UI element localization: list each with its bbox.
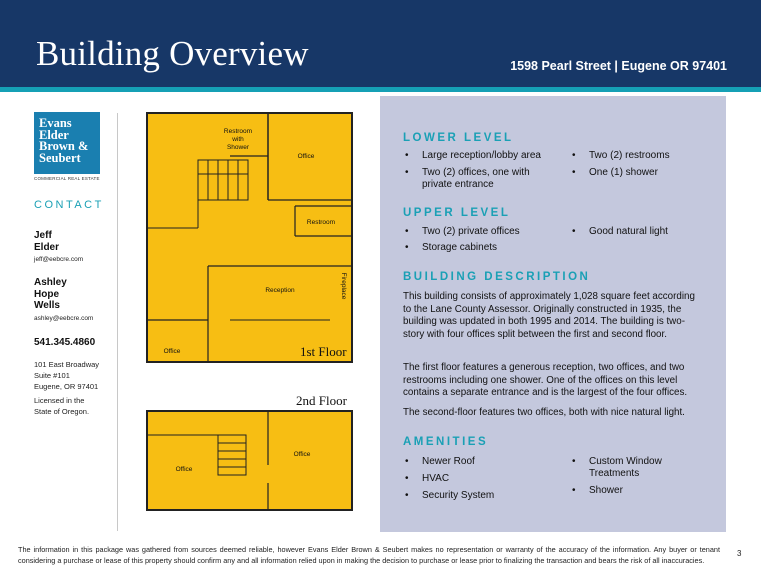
feature-bullet: • Large reception/lobby area: [405, 150, 565, 162]
logo-line: Brown &: [39, 139, 89, 153]
contact-heading: CONTACT: [34, 199, 104, 211]
room-label-office: Office: [297, 153, 315, 160]
agent-email-link[interactable]: ashley@eebcre.com: [34, 315, 94, 322]
room-label-office: Office: [175, 466, 193, 473]
agent-name: [34, 230, 114, 253]
amenity-bullet: • Custom Window Treatments: [572, 456, 692, 480]
section-heading-building-description: BUILDING DESCRIPTION: [403, 271, 591, 283]
logo-line: Evans: [39, 116, 72, 130]
room-label-fireplace: Fireplace: [340, 272, 347, 300]
floor-outline: [147, 113, 352, 362]
description-paragraph: This building consists of approximately 1,028 square feet according to the Lane County Assessor. Originally constructed in 1935, the building was updated in both 1995 and 2014. The building is two-story with four offices split between the first and second floor.: [403, 291, 695, 341]
feature-bullet: • Two (2) offices, one with private entrance: [405, 167, 555, 191]
feature-bullet: • Two (2) private offices: [405, 226, 565, 238]
agent-last-name: Wells: [34, 300, 60, 311]
section-heading-amenities: AMENITIES: [403, 436, 489, 448]
amenity-bullet: • Newer Roof: [405, 456, 565, 468]
license-line: Licensed in the: [34, 396, 85, 405]
license-note: [34, 395, 89, 417]
feature-bullet: • Two (2) restrooms: [572, 150, 712, 162]
page-title: Building Overview: [36, 34, 309, 73]
room-label-office: Office: [293, 451, 311, 458]
description-paragraph: The first floor features a generous reception, two offices, and two restrooms including one shower. One of the offices on this level contains a separate entrance and is the largest of the four offices.: [403, 362, 688, 399]
header-banner: [0, 0, 761, 87]
feature-bullet: • One (1) shower: [572, 167, 712, 179]
room-label-office: Office: [163, 348, 181, 355]
second-floor-label: 2nd Floor: [296, 393, 347, 408]
room-label-restroom-shower: with: [232, 136, 244, 143]
floor-outline: [147, 411, 352, 510]
amenity-bullet: • HVAC: [405, 473, 565, 485]
page-number: 3: [737, 549, 742, 558]
license-line: State of Oregon.: [34, 407, 90, 416]
description-paragraph: The second-floor features two offices, both with nice natural light.: [403, 407, 685, 418]
header-accent-line: [0, 87, 761, 92]
first-floor-plan: [140, 108, 365, 370]
agent-first-name: Jeff: [34, 230, 52, 241]
office-address: [34, 359, 99, 392]
second-floor-plan: [140, 405, 365, 517]
company-logo: [34, 112, 100, 174]
legal-disclaimer: The information in this package was gathered from sources deemed reliable, however Evans Elder Brown & Seubert makes no representation or warranty of the accuracy of the information. Any buyer or tenant considering a purchase or lease of this property should confirm any and all information relied upon in making the decision to purchase or lease prior to finalizing the transaction and bears the risk of all inaccuracies.: [18, 545, 720, 565]
agent-email-link[interactable]: jeff@eebcre.com: [34, 256, 84, 263]
agent-first-name: Ashley: [34, 277, 67, 288]
sidebar-divider: [117, 113, 118, 531]
address-line: 101 East Broadway: [34, 360, 100, 369]
agent-name: [34, 277, 114, 312]
phone-number[interactable]: 541.345.4860: [34, 337, 96, 348]
room-label-reception: Reception: [265, 287, 295, 294]
logo-line: Elder: [39, 127, 69, 142]
first-floor-label: 1st Floor: [300, 344, 347, 359]
agent-middle-name: Hope: [34, 288, 59, 300]
feature-bullet: • Good natural light: [572, 226, 712, 238]
logo-line: Seubert: [39, 150, 81, 165]
room-label-restroom-shower: Restroom: [223, 128, 253, 135]
property-address: 1598 Pearl Street | Eugene OR 97401: [510, 59, 727, 73]
feature-bullet: • Storage cabinets: [405, 242, 565, 254]
address-line: Eugene, OR 97401: [34, 382, 99, 391]
room-label-restroom-shower: Shower: [226, 144, 250, 151]
room-label-restroom: Restroom: [306, 219, 336, 226]
agent-last-name: Elder: [34, 241, 60, 253]
section-heading-upper-level: UPPER LEVEL: [403, 207, 511, 219]
floor-walls: [147, 113, 352, 362]
amenity-bullet: • Shower: [572, 485, 692, 497]
amenity-bullet: • Security System: [405, 490, 565, 502]
section-heading-lower-level: LOWER LEVEL: [403, 132, 514, 144]
logo-subtitle: COMMERCIAL REAL ESTATE: [34, 176, 100, 181]
address-line: Suite #101: [34, 371, 70, 380]
